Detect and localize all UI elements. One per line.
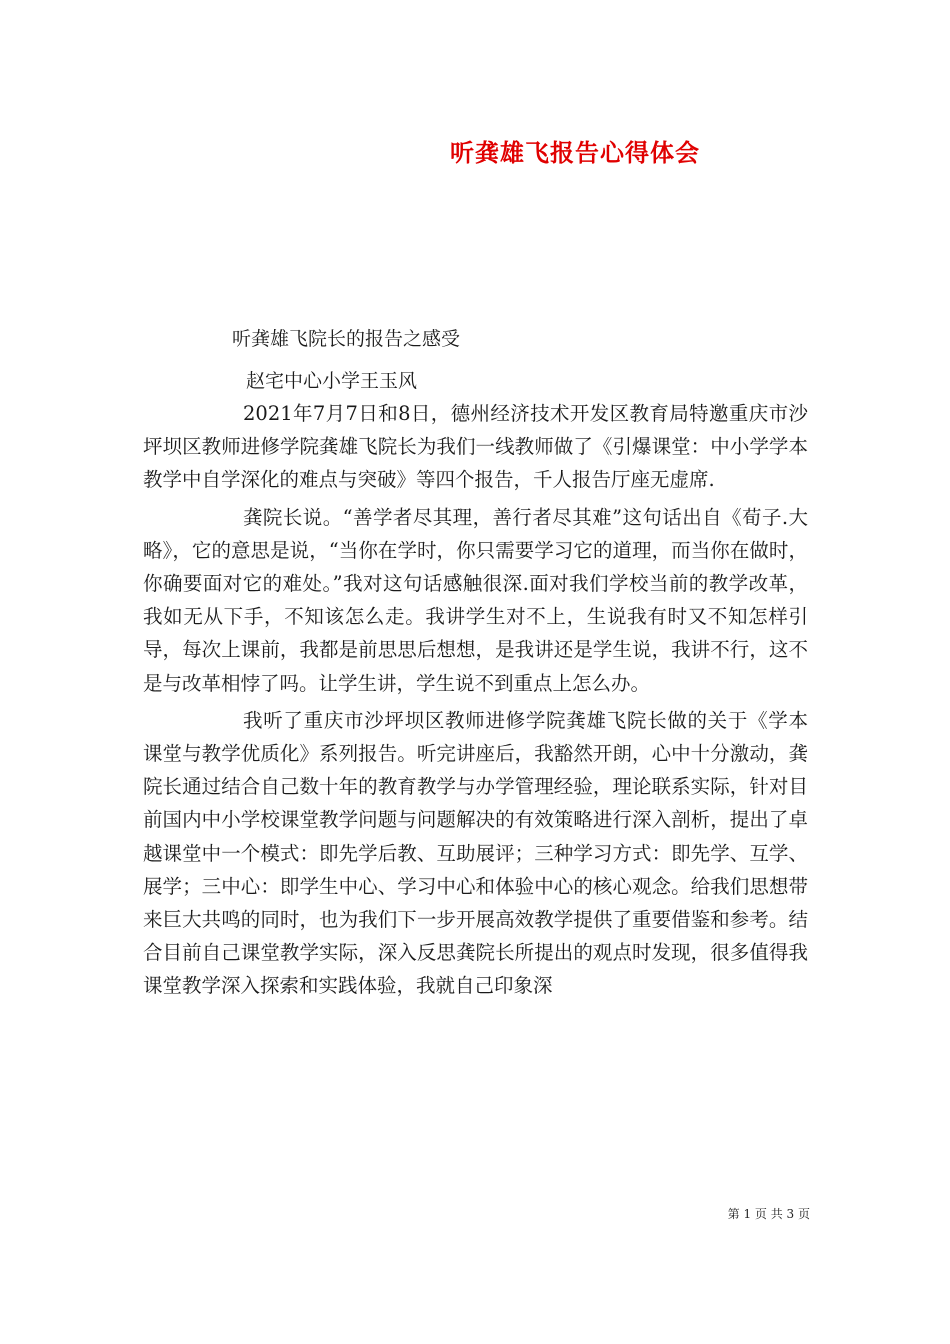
document-subtitle: 听龚雄飞院长的报告之感受 <box>232 328 461 350</box>
page-number: 第 1 页 共 3 页 <box>727 1207 810 1221</box>
body-paragraph: 2021年7月7日和8日，德州经济技术开发区教育局特邀重庆市沙坪坝区教师进修学院龚雄飞院长为我们一线教师做了《引爆课堂：中小学学本教学中自学深化的难点与突破》等四个报告，千人报告厅座无虚席. <box>143 402 808 492</box>
document-body <box>143 397 808 1003</box>
body-paragraph: 龚院长说。“善学者尽其理，善行者尽其难”这句话出自《荀子.大略》，它的意思是说，“当你在学时，你只需要学习它的道理，而当你在做时，你确要面对它的难处。”我对这句话感触很深.面对我们学校当前的教学改革，我如无从下手，不知该怎么走。我讲学生对不上，生说我有时又不知怎样引导，每次上课前，我都是前思思后想想，是我讲还是学生说，我讲不行，这不是与改革相悖了吗。让学生讲，学生说不到重点上怎么办。 <box>143 505 808 695</box>
body-paragraph: 我听了重庆市沙坪坝区教师进修学院龚雄飞院长做的关于《学本课堂与教学优质化》系列报告。听完讲座后，我豁然开朗，心中十分激动，龚院长通过结合自己数十年的教育教学与办学管理经验，理论联系实际，针对目前国内中小学校课堂教学问题与问题解决的有效策略进行深入剖析，提出了卓越课堂中一个模式：即先学后教、互助展评；三种学习方式：即先学、互学、展学；三中心：即学生中心、学习中心和体验中心的核心观念。给我们思想带来巨大共鸣的同时，也为我们下一步开展高效教学提供了重要借鉴和参考。结合目前自己课堂教学实际，深入反思龚院长所提出的观点时发现，很多值得我课堂教学深入探索和实践体验，我就自己印象深 <box>143 708 808 998</box>
document-title: 听龚雄飞报告心得体会 <box>450 138 700 167</box>
document-author: 赵宅中心小学王玉风 <box>246 370 418 392</box>
